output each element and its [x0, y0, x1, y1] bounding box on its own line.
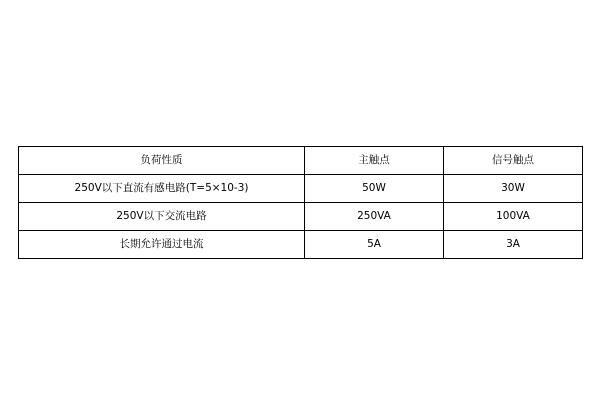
spec-table — [18, 146, 583, 259]
column-header-load-type: 负荷性质 — [19, 147, 305, 175]
cell-signal-contact: 30W — [444, 175, 583, 203]
cell-signal-contact: 100VA — [444, 203, 583, 231]
table-row — [19, 203, 583, 231]
table-row — [19, 231, 583, 259]
cell-signal-contact: 3A — [444, 231, 583, 259]
cell-load-type: 250V以下直流有感电路(T=5×10-3) — [19, 175, 305, 203]
cell-load-type: 长期允许通过电流 — [19, 231, 305, 259]
column-header-main-contact: 主触点 — [305, 147, 444, 175]
cell-main-contact: 250VA — [305, 203, 444, 231]
cell-main-contact: 5A — [305, 231, 444, 259]
cell-main-contact: 50W — [305, 175, 444, 203]
table-header-row — [19, 147, 583, 175]
column-header-signal-contact: 信号触点 — [444, 147, 583, 175]
table-row — [19, 175, 583, 203]
spec-table-container — [18, 146, 582, 259]
cell-load-type: 250V以下交流电路 — [19, 203, 305, 231]
